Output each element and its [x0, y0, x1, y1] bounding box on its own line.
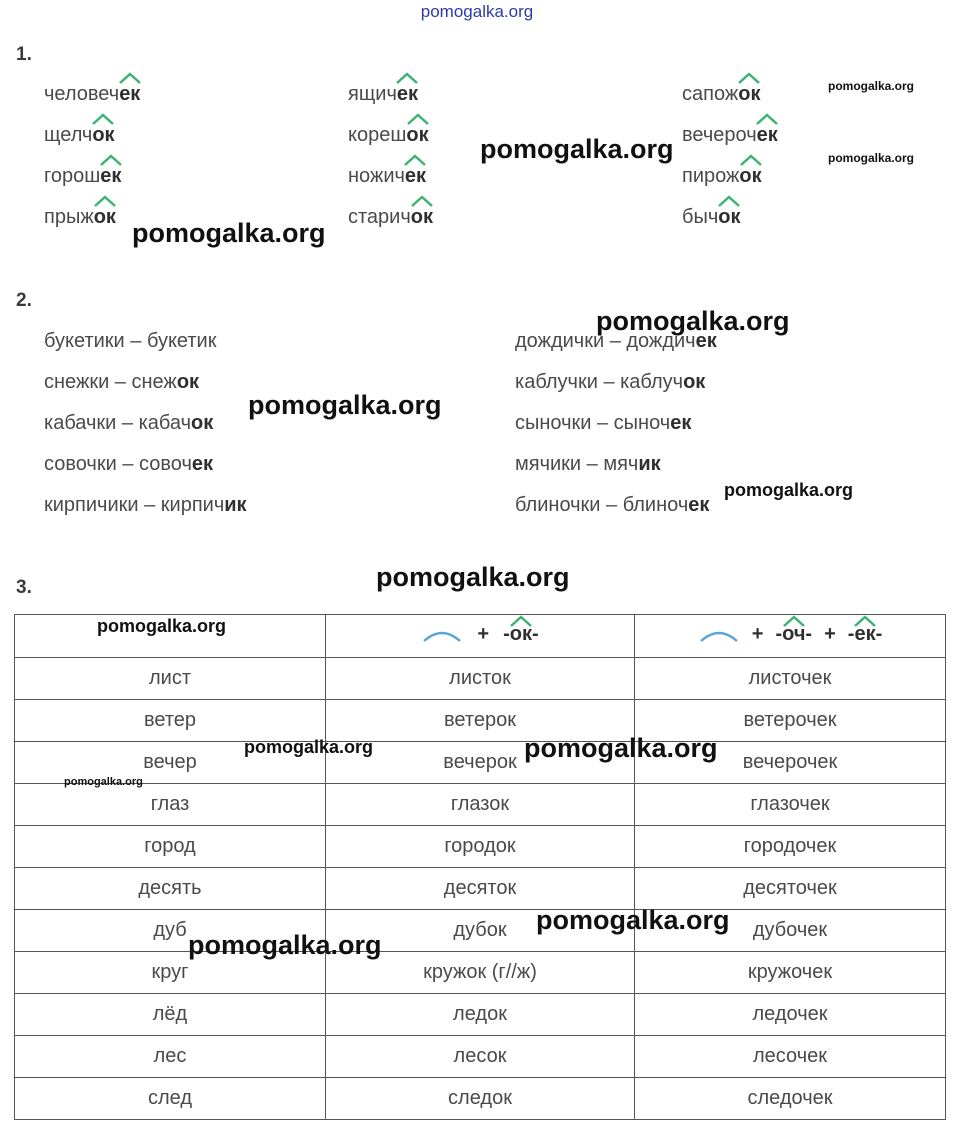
- table-cell: глазок: [326, 784, 635, 826]
- suffix-hat-icon: [92, 194, 118, 208]
- word-suffix: ек: [191, 453, 214, 475]
- watermark: pomogalka.org: [64, 776, 143, 788]
- header-plus: +: [477, 623, 490, 646]
- suffix-hat-icon: [405, 112, 431, 126]
- suffix-hat-icon: [98, 153, 124, 167]
- header-plus: +: [824, 623, 836, 646]
- table-cell: листок: [326, 658, 635, 700]
- word-stem: ножич: [348, 165, 405, 187]
- table-cell: глазочек: [635, 784, 946, 826]
- ex2-word-pair: [515, 370, 705, 394]
- table-row: [15, 658, 946, 700]
- ex1-word: [44, 82, 140, 106]
- word-suffix: ок: [176, 371, 200, 393]
- table-cell: десять: [15, 868, 326, 910]
- table-cell: дуб: [15, 910, 326, 952]
- header-cell-ok: [326, 615, 635, 658]
- table-row: [15, 952, 946, 994]
- watermark: pomogalka.org: [376, 562, 570, 592]
- word-suffix: ок: [683, 371, 706, 393]
- table-cell: след: [15, 1078, 326, 1120]
- table-row: [15, 742, 946, 784]
- ex2-word-pair: [515, 452, 661, 476]
- watermark: pomogalka.org: [132, 218, 326, 248]
- suffix-hat-icon: [736, 71, 762, 85]
- suffix-hat-icon: [716, 194, 742, 208]
- word-pair-text: дождички – дождич: [515, 330, 696, 352]
- suffix-hat-icon: [852, 611, 878, 625]
- table-cell: ветер: [15, 700, 326, 742]
- ex2-word-pair: [44, 329, 216, 353]
- word-suffix: ок: [92, 124, 115, 146]
- table-cell: глаз: [15, 784, 326, 826]
- watermark: pomogalka.org: [480, 134, 674, 164]
- word-suffix: ек: [695, 330, 717, 352]
- word-suffix: ок: [190, 412, 214, 434]
- table-cell: листочек: [635, 658, 946, 700]
- table-cell: следок: [326, 1078, 635, 1120]
- table-cell: кружочек: [635, 952, 946, 994]
- exercise-3-number: 3.: [16, 577, 32, 598]
- table-row: [15, 784, 946, 826]
- word-pair-text: кабачки – кабач: [44, 412, 191, 434]
- table-cell: лёд: [15, 994, 326, 1036]
- suffix-hat-icon: [394, 71, 420, 85]
- table-cell: следочек: [635, 1078, 946, 1120]
- watermark: pomogalka.org: [828, 151, 915, 165]
- watermark: pomogalka.org: [188, 930, 382, 960]
- word-pair-text: сыночки – сыноч: [515, 412, 671, 434]
- table-row: [15, 994, 946, 1036]
- table-cell: ветерок: [326, 700, 635, 742]
- word-suffix: ок: [93, 206, 116, 228]
- ex1-word: [348, 205, 433, 229]
- suffix-hat-icon: [402, 153, 428, 167]
- table-cell: вечер: [15, 742, 326, 784]
- watermark: pomogalka.org: [97, 616, 227, 636]
- word-pair-text: букетики – букетик: [44, 330, 217, 352]
- suffix-hat-icon: [90, 112, 116, 126]
- root-arc-icon: [698, 627, 740, 643]
- watermark: pomogalka.org: [596, 306, 790, 336]
- word-stem: человеч: [44, 83, 120, 105]
- word-suffix: ек: [396, 83, 419, 105]
- table-cell: дубок: [326, 910, 635, 952]
- word-pair-text: снежки – снеж: [44, 371, 177, 393]
- site-header-link[interactable]: pomogalka.org: [420, 2, 534, 21]
- table-cell: десяток: [326, 868, 635, 910]
- ex2-word-pair: [515, 411, 691, 435]
- word-suffix: ек: [756, 124, 778, 146]
- watermark: pomogalka.org: [248, 390, 442, 420]
- table-cell: городочек: [635, 826, 946, 868]
- word-suffix: ик: [638, 453, 661, 475]
- table-cell: ледочек: [635, 994, 946, 1036]
- word-stem: прыж: [44, 206, 94, 228]
- ex1-word: [44, 164, 121, 188]
- table-row: [15, 910, 946, 952]
- ex1-word: [348, 123, 429, 147]
- exercise-2-number: 2.: [16, 290, 32, 311]
- suffix-hat-icon: [781, 611, 807, 625]
- table-cell: дубочек: [635, 910, 946, 952]
- suffix-hat-icon: [117, 71, 143, 85]
- words-table: [14, 614, 946, 1120]
- header-plus: +: [751, 623, 764, 646]
- watermark: pomogalka.org: [244, 737, 374, 757]
- ex1-word: [44, 205, 116, 229]
- word-pair-text: кирпичики – кирпич: [44, 494, 225, 516]
- word-stem: быч: [682, 206, 719, 228]
- header-suffix-ek: -ек-: [847, 623, 883, 646]
- table-row: [15, 700, 946, 742]
- word-suffix: ек: [670, 412, 692, 434]
- header-cell-och-ek: [635, 615, 946, 658]
- exercise-1-number: 1.: [16, 44, 32, 65]
- ex1-word: [682, 123, 778, 147]
- ex1-word: [682, 82, 760, 106]
- table-cell: ветерочек: [635, 700, 946, 742]
- word-pair-text: совочки – совоч: [44, 453, 192, 475]
- table-cell: лесок: [326, 1036, 635, 1078]
- table-row: [15, 868, 946, 910]
- word-suffix: ик: [224, 494, 247, 516]
- table-cell: кружок (г//ж): [326, 952, 635, 994]
- watermark: pomogalka.org: [536, 905, 730, 935]
- table-cell: круг: [15, 952, 326, 994]
- table-row: [15, 1036, 946, 1078]
- table-cell: десяточек: [635, 868, 946, 910]
- table-row: [15, 1078, 946, 1120]
- word-stem: кореш: [348, 124, 407, 146]
- word-suffix: ек: [119, 83, 141, 105]
- ex1-word: [682, 164, 762, 188]
- table-cell: городок: [326, 826, 635, 868]
- word-pair-text: каблучки – каблуч: [515, 371, 684, 393]
- word-suffix: ек: [404, 165, 427, 187]
- table-cell: лист: [15, 658, 326, 700]
- word-suffix: ок: [410, 206, 434, 228]
- word-pair-text: мячики – мяч: [515, 453, 639, 475]
- word-suffix: ок: [406, 124, 429, 146]
- ex2-word-pair: [515, 493, 709, 517]
- word-stem: вечероч: [682, 124, 757, 146]
- word-suffix: ок: [739, 165, 762, 187]
- suffix-hat-icon: [738, 153, 764, 167]
- watermark: pomogalka.org: [724, 480, 854, 500]
- ex2-word-pair: [44, 452, 213, 476]
- suffix-hat-icon: [754, 112, 780, 126]
- ex2-word-pair: [44, 411, 213, 435]
- header-suffix-ok: -ок-: [503, 623, 539, 646]
- table-cell: вечерок: [326, 742, 635, 784]
- word-stem: пирож: [682, 165, 740, 187]
- table-cell: лесочек: [635, 1036, 946, 1078]
- word-suffix: ок: [718, 206, 741, 228]
- watermark: pomogalka.org: [828, 79, 915, 93]
- ex1-word: [348, 164, 426, 188]
- table-row: [15, 826, 946, 868]
- suffix-hat-icon: [409, 194, 435, 208]
- ex1-word: [348, 82, 418, 106]
- ex1-word: [682, 205, 740, 229]
- root-arc-icon: [421, 627, 463, 643]
- word-suffix: ок: [738, 83, 761, 105]
- suffix-hat-icon: [508, 611, 534, 625]
- table-cell: лес: [15, 1036, 326, 1078]
- word-pair-text: блиночки – блиноч: [515, 494, 689, 516]
- ex2-word-pair: [44, 493, 247, 517]
- word-stem: щелч: [44, 124, 93, 146]
- ex2-word-pair: [44, 370, 199, 394]
- word-suffix: ек: [688, 494, 710, 516]
- header-suffix-och: -оч-: [775, 623, 813, 646]
- word-stem: ящич: [348, 83, 397, 105]
- table-cell: город: [15, 826, 326, 868]
- word-stem: горош: [44, 165, 101, 187]
- table-cell: ледок: [326, 994, 635, 1036]
- word-stem: сапож: [682, 83, 739, 105]
- watermark: pomogalka.org: [524, 733, 718, 763]
- word-stem: старич: [348, 206, 411, 228]
- table-cell: вечерочек: [635, 742, 946, 784]
- ex1-word: [44, 123, 115, 147]
- word-suffix: ек: [100, 165, 122, 187]
